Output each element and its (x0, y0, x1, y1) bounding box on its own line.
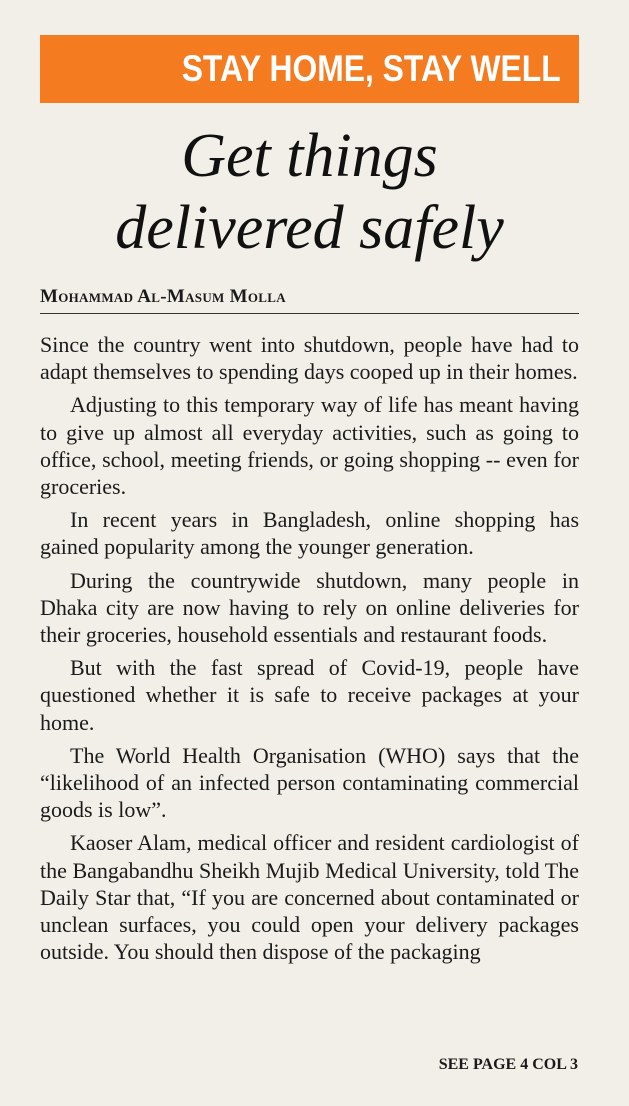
banner-title: STAY HOME, STAY WELL (182, 48, 561, 89)
headline (40, 120, 579, 264)
paragraph: In recent years in Bangladesh, online shopping has gained popularity among the younger generation. (40, 507, 579, 560)
byline: Mohammad Al-Masum Molla (40, 286, 286, 307)
headline-line-1: Get things (181, 122, 438, 190)
paragraph: But with the fast spread of Covid-19, people have questioned whether it is safe to receive packages at your home. (40, 655, 579, 735)
continuation-note: SEE PAGE 4 COL 3 (438, 1056, 578, 1073)
article-body (40, 331, 579, 971)
section-banner (40, 35, 579, 103)
byline-divider (40, 313, 579, 314)
headline-line-2: delivered safely (115, 194, 504, 262)
paragraph: The World Health Organisation (WHO) says that the “likelihood of an infected person contaminating commercial goods is low”. (40, 742, 579, 823)
paragraph: During the countrywide shutdown, many people in Dhaka city are now having to rely on online deliveries for their groceries, household essentials and restaurant foods. (40, 567, 579, 648)
paragraph: Adjusting to this temporary way of life has meant having to give up almost all everyday activities, such as going to office, school, meeting friends, or going shopping -- even for groceries. (40, 392, 579, 500)
paragraph: Kaoser Alam, medical officer and resident cardiologist of the Bangabandhu Sheikh Mujib Medical University, told The Daily Star that, “If you are concerned about contaminated or unclean surfaces, you could open your delivery packages outside. You should then dispose of the packaging (40, 830, 579, 965)
paragraph: Since the country went into shutdown, people have had to adapt themselves to spending days cooped up in their homes. (40, 332, 579, 385)
